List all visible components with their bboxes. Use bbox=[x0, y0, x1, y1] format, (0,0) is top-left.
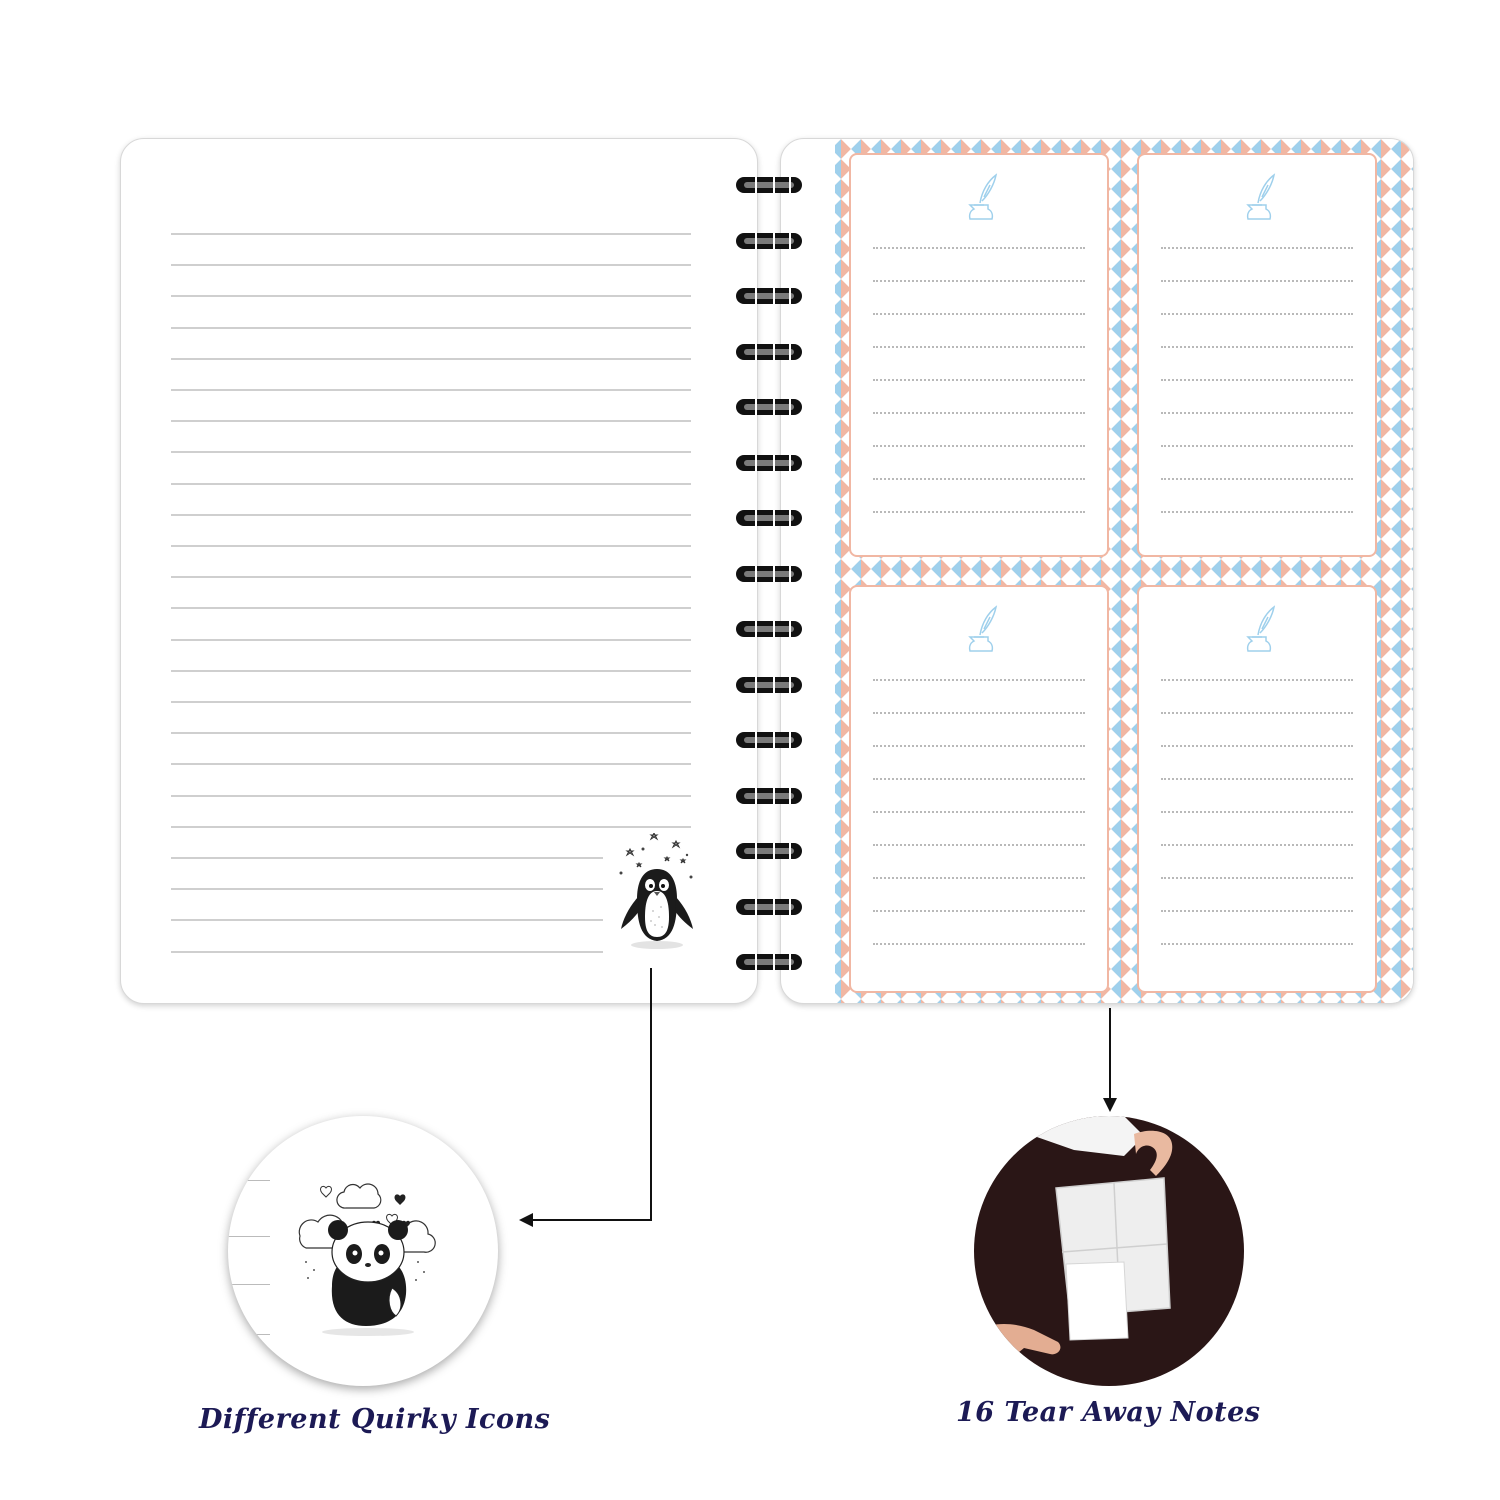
caption-quirky-icons: Different Quirky Icons bbox=[199, 1404, 551, 1435]
photo-circle-tear-notes bbox=[974, 1116, 1244, 1386]
arrow-head-down bbox=[1103, 1098, 1117, 1112]
tearing-notes-photo bbox=[974, 1116, 1244, 1386]
arrow-head-left bbox=[519, 1213, 533, 1227]
caption-tear-away-notes: 16 Tear Away Notes bbox=[956, 1397, 1261, 1428]
panda-icon bbox=[292, 1176, 442, 1336]
zoom-circle-panda bbox=[228, 1116, 498, 1386]
